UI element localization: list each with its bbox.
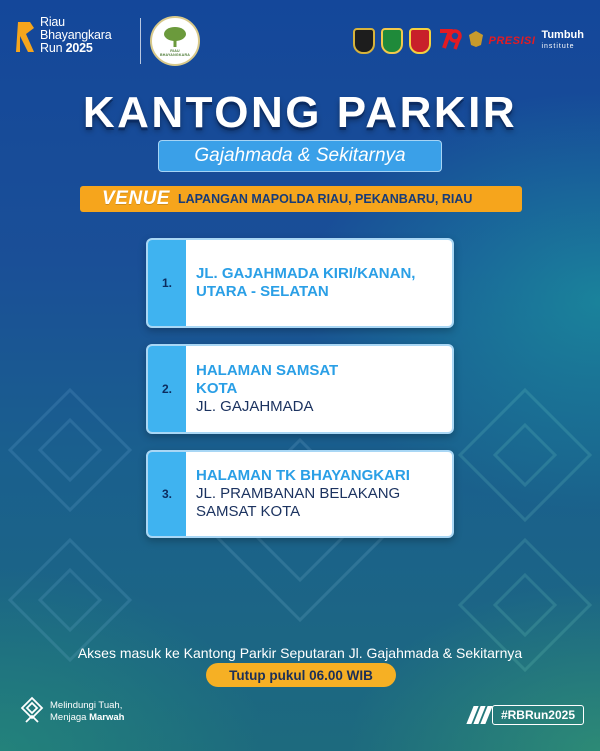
run-logo-mark-icon (16, 20, 36, 54)
hashtag-text: #RBRun2025 (492, 705, 584, 725)
ornament-emblem-icon (18, 696, 46, 726)
location-street-line-1: JL. PRAMBANAN BELAKANG (196, 485, 401, 502)
location-name: HALAMAN TK BHAYANGKARI (196, 467, 410, 484)
location-number: 2. (148, 346, 186, 432)
closing-time-badge: Tutup pukul 06.00 WIB (206, 663, 396, 687)
presisi-logo-text: PRESISI (488, 35, 536, 47)
location-name-line-1: HALAMAN SAMSAT (196, 362, 339, 379)
parking-location-card (146, 344, 454, 434)
tumbuh-logo-subtext: institute (541, 43, 575, 50)
partner-emblem-logo (150, 16, 200, 66)
page-title: KANTONG PARKIR (82, 88, 518, 137)
ornament-pattern-left (0, 380, 160, 680)
tumbuh-institute-logo (541, 30, 584, 52)
ornament-pattern-right (430, 380, 600, 680)
location-number: 3. (148, 452, 186, 536)
event-logo-line3: Run 2025 (40, 41, 93, 55)
event-logo-line2: Bhayangkara (40, 28, 112, 42)
venue-label: VENUE (102, 188, 170, 209)
location-details (196, 240, 444, 326)
location-details (196, 346, 444, 432)
event-logo-text (40, 16, 111, 55)
tumbuh-logo-text: Tumbuh (541, 29, 584, 41)
location-name-line-2: KOTA (196, 380, 238, 397)
subtitle-banner: Gajahmada & Sekitarnya (158, 140, 442, 172)
location-details (196, 452, 444, 536)
slogan-line-2: Menjaga Marwah (50, 712, 125, 723)
presisi-badge-icon (469, 31, 483, 52)
anniversary-79-logo-icon (437, 26, 463, 57)
slogan-line-1: Melindungi Tuah, (50, 700, 123, 711)
location-street-line-2: SAMSAT KOTA (196, 503, 301, 520)
location-line-2: UTARA - SELATAN (196, 283, 329, 300)
riau-province-emblem-icon (381, 28, 403, 54)
venue-banner (80, 186, 522, 212)
location-street: JL. GAJAHMADA (196, 398, 314, 415)
slogan-logo (18, 696, 178, 728)
parking-location-card (146, 238, 454, 328)
tree-icon (163, 26, 187, 48)
partner-emblem-text: RIAU BHAYANGKARA (159, 49, 191, 57)
parking-location-card (146, 450, 454, 538)
sponsor-logos (353, 24, 584, 58)
slogan-text (50, 700, 124, 724)
access-info-text: Akses masuk ke Kantong Parkir Seputaran Jl. Gajahmada & Sekitarnya (77, 645, 523, 661)
speed-stripes-icon (470, 706, 489, 724)
riau-bhayangkara-run-logo (16, 16, 136, 68)
venue-address: LAPANGAN MAPOLDA RIAU, PEKANBARU, RIAU (177, 192, 473, 206)
header-divider (140, 18, 141, 64)
hashtag-badge (470, 704, 584, 726)
location-number: 1. (148, 240, 186, 326)
pekanbaru-city-emblem-icon (409, 28, 431, 54)
police-badge-icon (353, 28, 375, 54)
event-logo-line1: Riau (40, 15, 65, 29)
location-line-1: JL. GAJAHMADA KIRI/KANAN, (196, 265, 416, 282)
